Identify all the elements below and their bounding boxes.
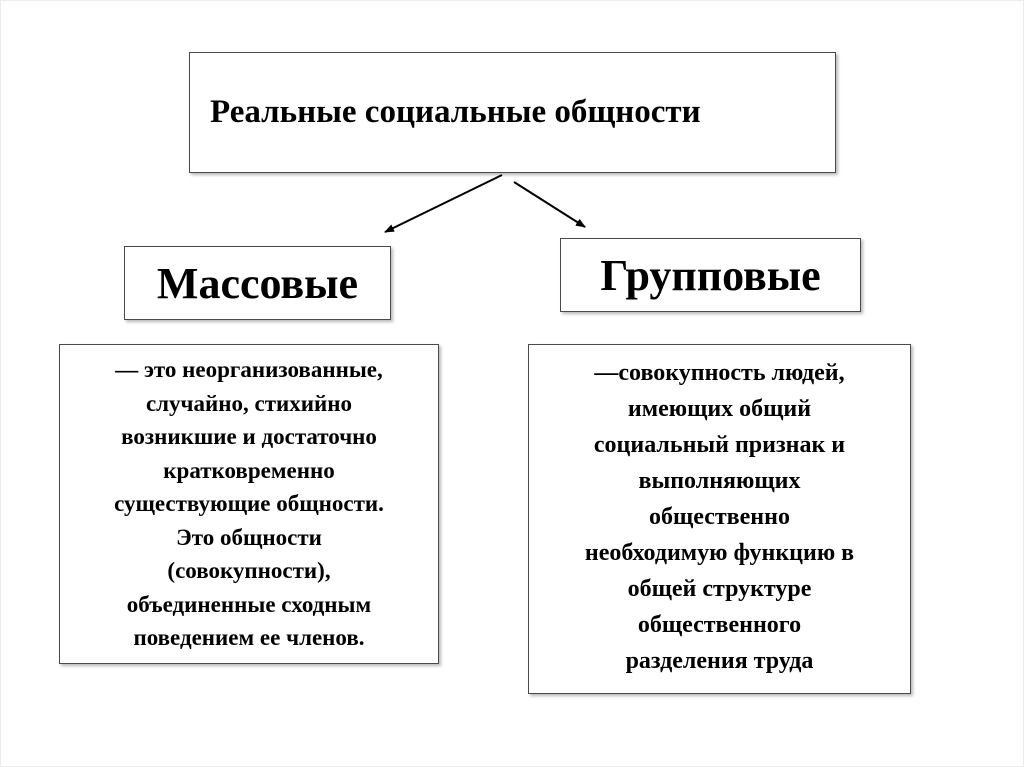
mass-description-line: Это общности — [176, 524, 322, 550]
mass-description-line: кратковременно — [163, 457, 335, 483]
group-description-box — [528, 344, 911, 694]
group-description-line: имеющих общий — [627, 396, 812, 422]
mass-category-box — [124, 246, 391, 320]
mass-description-line: объединенные сходным — [126, 591, 372, 617]
diagram-title: Реальные социальные общности — [210, 94, 701, 130]
mass-category-label: Массовые — [156, 258, 359, 308]
mass-description-line: случайно, стихийно — [145, 390, 353, 416]
title-box — [189, 52, 836, 173]
mass-description-line: — это неорганизованные, — [115, 357, 383, 382]
mass-description-line: возникшие и достаточно — [121, 424, 377, 449]
group-description-line: разделения труда — [625, 648, 814, 674]
mass-description-line: существующие общности. — [114, 491, 384, 516]
arrow-to-group — [514, 182, 585, 227]
group-description-line: общественно — [649, 504, 790, 530]
mass-description-line: (совокупности), — [167, 558, 331, 583]
group-description-line: социальный признак и — [593, 432, 846, 458]
group-description-line: выполняющих — [638, 468, 801, 494]
group-category-label: Групповые — [600, 250, 821, 300]
group-description-line: необходимую функцию в — [584, 540, 855, 566]
group-description-line: общей структуре — [627, 576, 812, 602]
mass-description-box — [59, 344, 439, 664]
group-description-line: общественного — [637, 612, 802, 638]
group-category-box — [560, 238, 861, 312]
arrow-to-mass — [385, 175, 502, 232]
group-description-line: —совокупность людей, — [594, 360, 845, 386]
mass-description-line: поведением ее членов. — [133, 625, 365, 650]
